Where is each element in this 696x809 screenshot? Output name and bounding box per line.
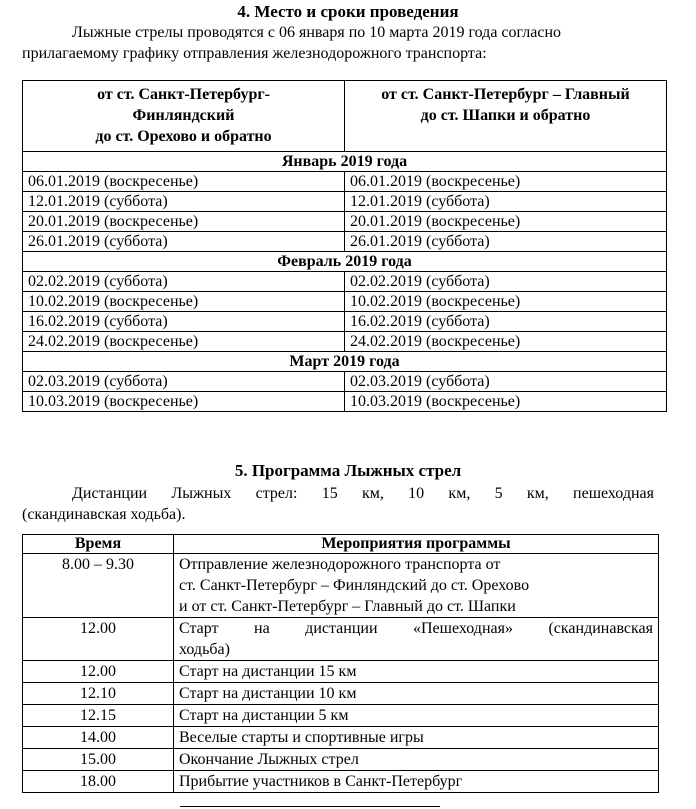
schedule-col2-header-line-2: до ст. Шапки и обратно bbox=[420, 107, 591, 124]
program-event bbox=[174, 618, 659, 661]
schedule-date-row bbox=[23, 192, 667, 212]
program-time: 12.00 bbox=[23, 661, 174, 683]
program-event-line: и от ст. Санкт-Петербург – Главный до ст. Шапки bbox=[179, 598, 516, 615]
program-body bbox=[23, 554, 659, 793]
program-event-line: Старт на дистанции 10 км bbox=[179, 685, 357, 702]
program-row bbox=[23, 749, 659, 771]
schedule-date-finland-route: 12.01.2019 (суббота) bbox=[23, 192, 345, 212]
section-5-title: 5. Программа Лыжных стрел bbox=[234, 461, 462, 480]
schedule-date-finland-route: 16.02.2019 (суббота) bbox=[23, 312, 345, 332]
train-schedule-table bbox=[22, 80, 667, 412]
program-time: 14.00 bbox=[23, 727, 174, 749]
schedule-date-row bbox=[23, 332, 667, 352]
schedule-date-main-route: 10.02.2019 (воскресенье) bbox=[345, 292, 667, 312]
program-time: 12.15 bbox=[23, 705, 174, 727]
schedule-date-main-route: 20.01.2019 (воскресенье) bbox=[345, 212, 667, 232]
program-event-line: Старт на дистанции 5 км bbox=[179, 707, 349, 724]
program-event bbox=[174, 661, 659, 683]
program-event-line: Старт на дистанции «Пешеходная» (скандинавская bbox=[179, 620, 653, 637]
schedule-month-row bbox=[23, 252, 667, 272]
schedule-col1-header-line-1: от ст. Санкт-Петербург- bbox=[97, 86, 270, 103]
schedule-month-row bbox=[23, 352, 667, 372]
schedule-col2-header-line-1: от ст. Санкт-Петербург – Главный bbox=[381, 86, 630, 103]
schedule-date-main-route: 02.03.2019 (суббота) bbox=[345, 372, 667, 392]
program-event bbox=[174, 727, 659, 749]
schedule-date-row bbox=[23, 212, 667, 232]
program-event bbox=[174, 554, 659, 618]
schedule-date-main-route: 16.02.2019 (суббота) bbox=[345, 312, 667, 332]
schedule-body bbox=[23, 152, 667, 412]
program-row bbox=[23, 771, 659, 793]
schedule-date-main-route: 26.01.2019 (суббота) bbox=[345, 232, 667, 252]
schedule-date-finland-route: 26.01.2019 (суббота) bbox=[23, 232, 345, 252]
schedule-date-main-route: 02.02.2019 (суббота) bbox=[345, 272, 667, 292]
schedule-header-row bbox=[23, 81, 667, 152]
schedule-col1-header-line-3: до ст. Орехово и обратно bbox=[95, 128, 272, 145]
program-row bbox=[23, 727, 659, 749]
program-event-line: ходьба) bbox=[179, 641, 230, 658]
schedule-date-finland-route: 24.02.2019 (воскресенье) bbox=[23, 332, 345, 352]
section-4-intro-line-1: Лыжные стрелы проводятся с 06 января по 10 марта 2019 года согласно bbox=[72, 24, 562, 41]
program-event bbox=[174, 705, 659, 727]
schedule-date-main-route: 06.01.2019 (воскресенье) bbox=[345, 172, 667, 192]
section-5-intro-line-2: (скандинавская ходьба). bbox=[22, 506, 186, 523]
schedule-date-finland-route: 06.01.2019 (воскресенье) bbox=[23, 172, 345, 192]
schedule-date-main-route: 24.02.2019 (воскресенье) bbox=[345, 332, 667, 352]
program-time: 12.10 bbox=[23, 683, 174, 705]
schedule-month-name: Март 2019 года bbox=[23, 352, 667, 372]
schedule-col-finland-route bbox=[23, 81, 345, 152]
schedule-date-row bbox=[23, 372, 667, 392]
section-4-title: 4. Место и сроки проведения bbox=[237, 2, 459, 21]
program-event-line: Отправление железнодорожного транспорта от bbox=[179, 556, 501, 573]
schedule-date-finland-route: 10.02.2019 (воскресенье) bbox=[23, 292, 345, 312]
section-4-intro bbox=[22, 22, 654, 64]
schedule-date-main-route: 10.03.2019 (воскресенье) bbox=[345, 392, 667, 412]
program-time: 8.00 – 9.30 bbox=[23, 554, 174, 618]
program-time: 12.00 bbox=[23, 618, 174, 661]
schedule-date-finland-route: 10.03.2019 (воскресенье) bbox=[23, 392, 345, 412]
program-event-line: Старт на дистанции 15 км bbox=[179, 663, 357, 680]
schedule-date-main-route: 12.01.2019 (суббота) bbox=[345, 192, 667, 212]
schedule-col1-header-line-2: Финляндский bbox=[132, 107, 235, 124]
schedule-date-row bbox=[23, 292, 667, 312]
program-event bbox=[174, 771, 659, 793]
program-header-row bbox=[23, 535, 659, 554]
schedule-date-finland-route: 20.01.2019 (воскресенье) bbox=[23, 212, 345, 232]
schedule-date-row bbox=[23, 172, 667, 192]
program-row bbox=[23, 661, 659, 683]
program-col-events: Мероприятия программы bbox=[174, 535, 659, 554]
program-event bbox=[174, 749, 659, 771]
section-4-intro-line-2: прилагаемому графику отправления железнодорожного транспорта: bbox=[22, 45, 487, 62]
program-time: 15.00 bbox=[23, 749, 174, 771]
program-event-line: Окончание Лыжных стрел bbox=[179, 751, 359, 768]
program-row bbox=[23, 554, 659, 618]
schedule-date-row bbox=[23, 272, 667, 292]
program-event-line: ст. Санкт-Петербург – Финляндский до ст. Орехово bbox=[179, 577, 530, 594]
schedule-month-name: Январь 2019 года bbox=[23, 152, 667, 172]
schedule-date-finland-route: 02.02.2019 (суббота) bbox=[23, 272, 345, 292]
schedule-date-row bbox=[23, 392, 667, 412]
footer-divider bbox=[180, 806, 440, 807]
schedule-month-name: Февраль 2019 года bbox=[23, 252, 667, 272]
program-row bbox=[23, 618, 659, 661]
section-5-intro bbox=[22, 483, 654, 525]
program-col-time: Время bbox=[23, 535, 174, 554]
program-time: 18.00 bbox=[23, 771, 174, 793]
schedule-date-finland-route: 02.03.2019 (суббота) bbox=[23, 372, 345, 392]
program-row bbox=[23, 705, 659, 727]
schedule-col-main-route bbox=[345, 81, 667, 152]
program-event-line: Веселые старты и спортивные игры bbox=[179, 729, 424, 746]
program-table bbox=[22, 534, 659, 793]
schedule-date-row bbox=[23, 312, 667, 332]
program-event bbox=[174, 683, 659, 705]
section-5-intro-line-1: Дистанции Лыжных стрел: 15 км, 10 км, 5 км, пешеходная bbox=[72, 485, 654, 502]
program-row bbox=[23, 683, 659, 705]
schedule-month-row bbox=[23, 152, 667, 172]
program-event-line: Прибытие участников в Санкт-Петербург bbox=[179, 773, 463, 790]
schedule-date-row bbox=[23, 232, 667, 252]
